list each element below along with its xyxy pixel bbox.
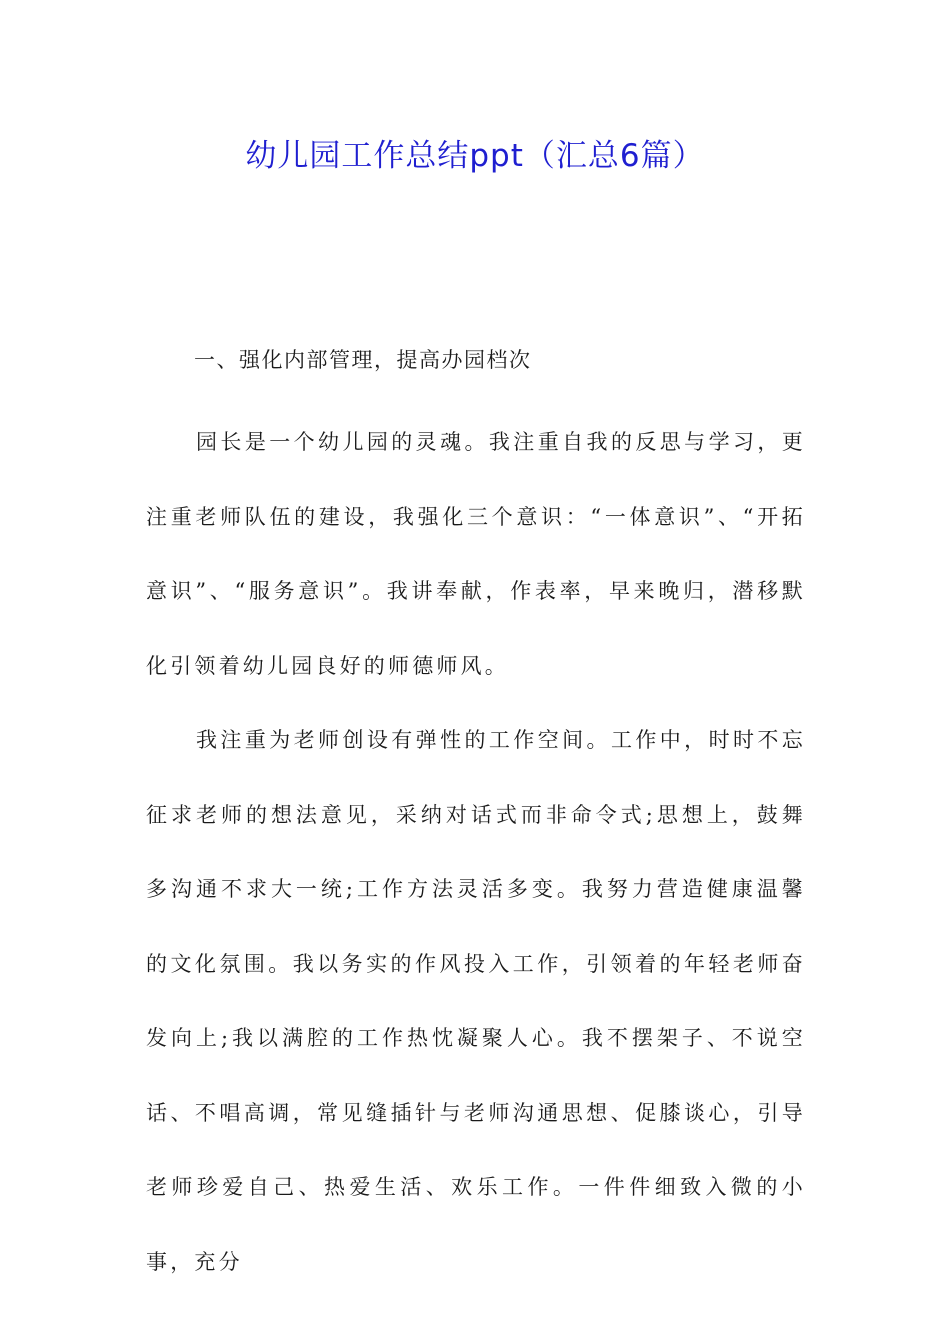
document-title: 幼儿园工作总结ppt（汇总6篇） <box>245 138 705 174</box>
section-heading: 一、强化内部管理，提高办园档次 <box>194 348 532 372</box>
paragraph-1: 园长是一个幼儿园的灵魂。我注重自我的反思与学习，更注重老师队伍的建设，我强化三个意识：“一体意识”、“开拓意识”、“服务意识”。我讲奉献，作表率，早来晚归，潜移默化引领着幼儿园良好的师德师风。 <box>146 430 806 678</box>
paragraph-2: 我注重为老师创设有弹性的工作空间。工作中，时时不忘征求老师的想法意见，采纳对话式而非命令式;思想上，鼓舞多沟通不求大一统;工作方法灵活多变。我努力营造健康温馨的文化氛围。我以务实的作风投入工作，引领着的年轻老师奋发向上;我以满腔的工作热忱凝聚人心。我不摆架子、不说空话、不唱高调，常见缝插针与老师沟通思想、促膝谈心，引导老师珍爱自己、热爱生活、欢乐工作。一件件细致入微的小事，充分 <box>146 728 806 1274</box>
document-body <box>146 331 806 1299</box>
